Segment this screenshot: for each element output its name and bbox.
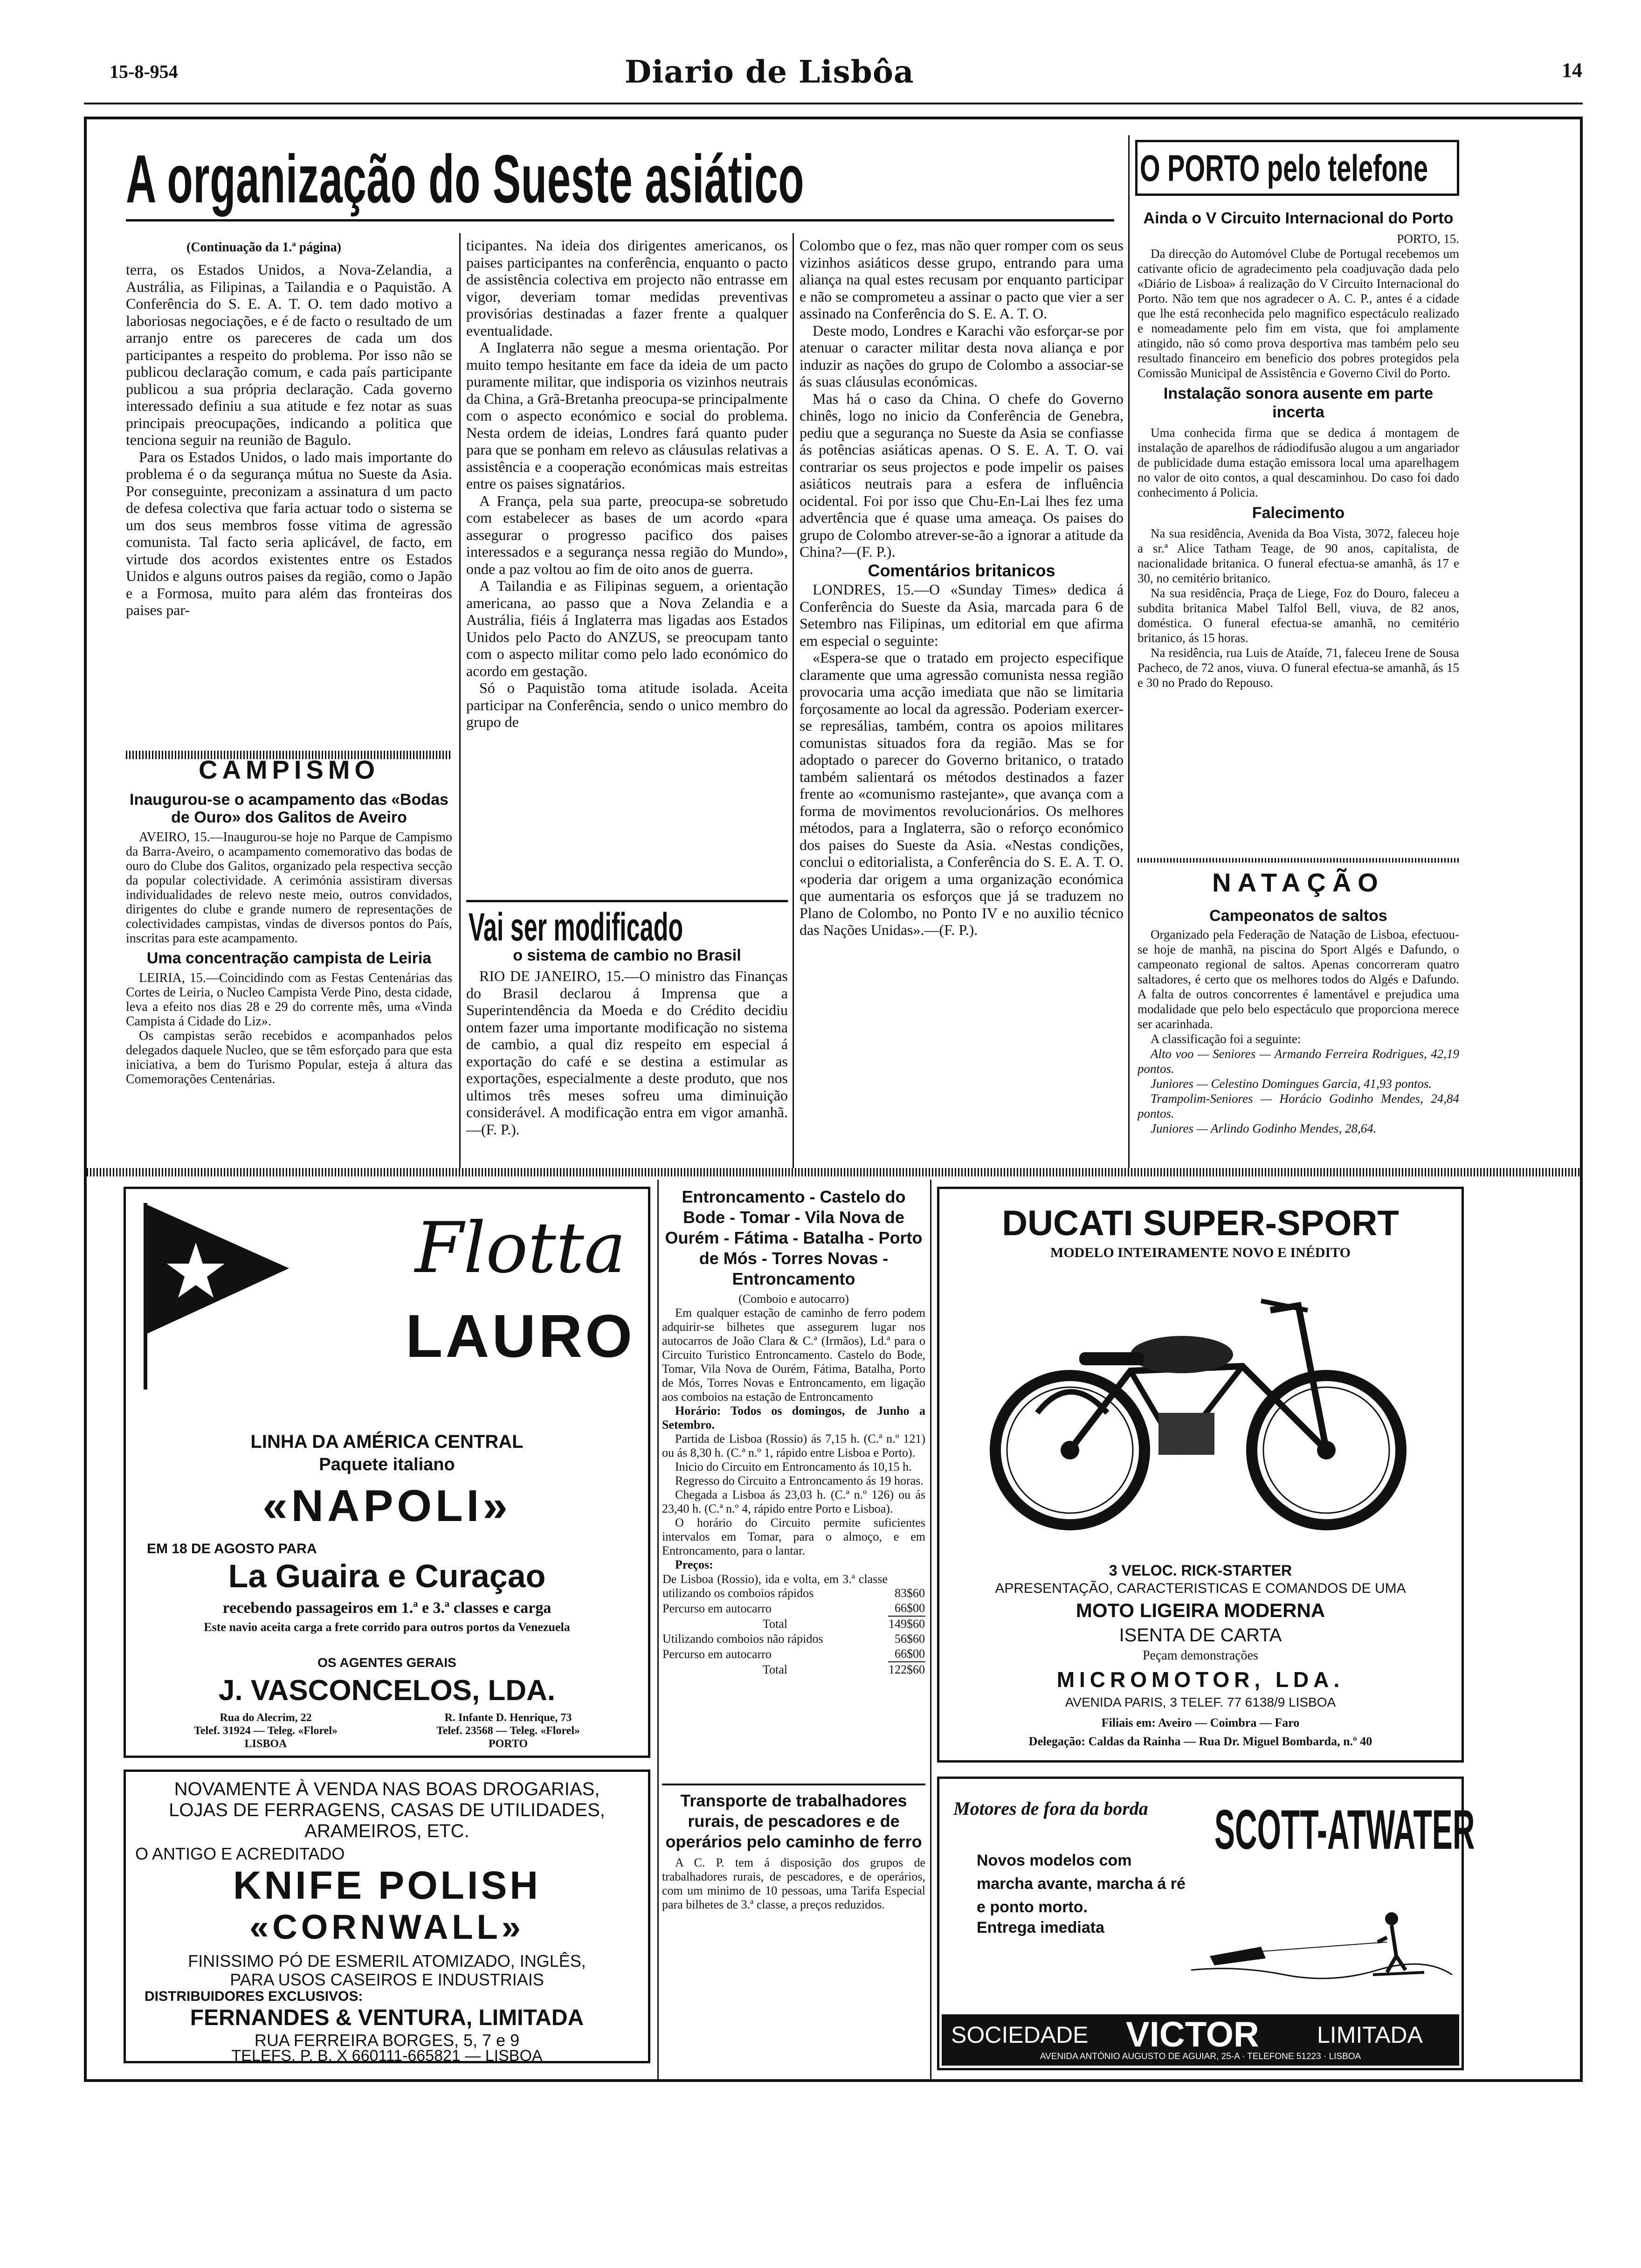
ad-line: DISTRIBUIDORES EXCLUSIVOS: [145,1989,363,2004]
ad-line: Filiais em: Aveiro — Coimbra — Faro [1101,1716,1300,1729]
ad-line: 3 VELOC. RICK-STARTER [1109,1562,1292,1579]
ad-scott-atwater [937,1777,1475,2070]
paragraph: Partida de Lisboa (Rossio) ás 7,15 h. (C.ª n.º 121) ou ás 8,30 h. (C.ª n.º 1, rápido entre Lisboa e Porto). [662,1432,925,1459]
victor-brand: VICTOR [1126,2015,1259,2054]
table-row [662,1662,925,1677]
paragraph: Colombo que o fez, mas não quer romper com os seus vizinhos asiáticos desse grupo, entrando para uma aliança na qual estes recusam por enquanto participar e não se comprometeu a assinar o pacto que vier a ser assinado na Conferência do S. E. A. T. O. [800,237,1124,322]
motorcycle-icon [981,1273,1420,1534]
natacao-body [1138,905,1459,1166]
destination: La Guaira e Curaçao [228,1558,546,1594]
flag-icon [140,1198,294,1394]
paragraph: A Tailandia e as Filipinas seguem, a orientação americana, ao passo que a Nova Zelandia e a Austrália, fiéis á Inglaterra mas ligadas aos Estados Unidos pelo Pacto do ANZUS, se preocupam tanto com o aspecto militar como pelo lado económico do acordo em gestação. [466,577,788,679]
circuito-sub: (Comboio e autocarro) [738,1292,849,1306]
addr-right: R. Infante D. Henrique, 73 Telef. 23568 — Teleg. «Florel» PORTO [436,1712,580,1750]
cambio-body [466,968,788,1163]
ad-line: recebendo passageiros em 1.ª e 3.ª classes e carga [222,1599,552,1617]
ad-line: MODELO INTEIRAMENTE NOVO E INÉDITO [1050,1245,1351,1260]
ad-line: Paquete italiano [319,1455,455,1474]
col3-subhead: Comentários britanicos [868,560,1055,580]
paragraph: Preços: [675,1558,713,1571]
paragraph: LEIRIA, 15.—Coincidindo com as Festas Centenárias das Cortes de Leiria, o Nucleo Campista Verde Pino, desta cidade, leva a efeito nos dias 28 e 29 do corrente mês, uma «Vinda Campista á Cidade do Liz». [126,971,452,1029]
paragraph: A classificação foi a seguinte: [1151,1032,1301,1046]
price-table [662,1572,925,1677]
trabalhadores-title: Transporte de trabalhadores rurais, de pescadores e de operários pelo caminho de ferro [665,1791,922,1851]
porto-subhead: Ainda o V Circuito Internacional do Porto [1143,209,1454,227]
ad-line: LOJAS DE FERRAGENS, CASAS DE UTILIDADES, [169,1800,605,1820]
ad-line: Este navio aceita carga a frete corrido para outros portos da Venezuela [204,1620,570,1634]
campismo-title: CAMPISMO [199,755,379,784]
ad-line: AVENIDA PARIS, 3 TELEF. 77 6138/9 LISBOA [1065,1695,1336,1709]
porto-title: O PORTO pelo telefone [1140,147,1428,189]
water-skier-icon [1191,1877,1452,1993]
continuation-note: (Continuação da 1.ª página) [186,240,342,255]
agent-name: J. VASCONCELOS, LDA. [218,1674,556,1707]
paragraph: Inicio do Circuito em Entroncamento ás 10,15 h. [675,1460,912,1473]
paragraph: A C. P. tem á disposição dos grupos de trabalhadores rurais, de pescadores, e de operários, com um minimo de 10 pessoas, uma Tarifa Especial para bilhetes de 3.ª classe, a preços reduzidos. [662,1856,925,1911]
paragraph: Uma conhecida firma que se dedica á montagem de instalação de aparelhos de rádiodifusão alugou a um angariador de publicidade duma estação emissora local uma aparelhagem no valor de oito contos, a qual descaminhou. Do caso foi dado conhecimento á Policia. [1138,426,1459,499]
ad-line: LINHA DA AMÉRICA CENTRAL [250,1431,524,1452]
ship-name: «NAPOLI» [262,1481,511,1531]
ad-ducati [937,1187,1464,1763]
cambio-title: Vai ser modificado [469,905,683,949]
victor-post: LIMITADA [1317,2022,1423,2048]
ad-line: RUA FERREIRA BORGES, 5, 7 e 9 [254,2031,520,2050]
circuito-rule [662,1784,925,1785]
ad-line: ARAMEIROS, ETC. [304,1821,469,1841]
lead-col-1 [126,261,452,748]
result-line: Juniores — Celestino Domingues Garcia, 41,93 pontos. [1151,1077,1432,1091]
paragraph: RIO DE JANEIRO, 15.—O ministro das Finanças do Brasil declarou á Imprensa que a Superintendência da Moeda e do Crédito decidiu ontem fazer uma importante modificação no sistema de cambio, a qual diz respeito em especial á exportação do café e se destina a estimular as exportações, especialmente a deste produto, que nos ultimos três meses sofreu uma diminuição considerável. A modificação entra em vigor amanhã.—(F. P.). [466,968,788,1138]
lead-col-3 [800,237,1124,1165]
section-rule [1138,858,1459,863]
price-value: 122$60 [889,1663,925,1676]
table-row [662,1601,925,1616]
ad-line: Peçam demonstrações [1142,1648,1259,1663]
cambio-rule [466,900,788,902]
lead-headline: A organização do Sueste asiático [126,141,805,217]
circuito-article [662,1187,925,1779]
price-value: 149$60 [889,1617,925,1631]
micromotor: MICROMOTOR, LDA. [1056,1667,1345,1692]
circuito-title: Entroncamento - Castelo do Bode - Tomar - Vila Nova de Ourém - Fátima - Batalha - Porto de Mós - Torres Novas - Entroncamento [665,1187,923,1288]
paragraph: Na sua residência, Praça de Liege, Foz do Douro, faleceu a subdita britanica Mabel Talfol Bell, viuva, de 82 anos, doméstica. O funeral efectua-se amanhã, no cemitério britanico, ás 15 horas. [1138,586,1459,645]
porto-body [1138,205,1459,867]
page-number: 14 [1562,59,1582,82]
paragraph: Deste modo, Londres e Karachi vão esforçar-se por atenuar o caracter militar desta nova aliança e por induzir as nações do grupo de Colombo a associar-se ás suas cláusulas económicas. [800,322,1124,390]
trabalhadores-article [662,1791,925,2080]
price-value: 66$00 [895,1601,925,1615]
flotta-script: Flotta [415,1208,626,1289]
knife-polish-brand: KNIFE POLISH [233,1863,541,1907]
ad-line: MOTO LIGEIRA MODERNA [1076,1599,1325,1621]
col-divider [1128,135,1130,1168]
result-line: Juniores — Arlindo Godinho Mendes, 28,64. [1151,1121,1377,1135]
price-label: Percurso em autocarro [662,1647,772,1661]
paragraph: Só o Paquistão toma atitude isolada. Aceita participar na Conferência, sendo o unico membro do grupo de [466,679,788,730]
paragraph: Os campistas serão recebidos e acompanhados pelos delegados daquele Nucleo, que se têm esforçado para que esta iniciativa, a bem do Turismo Popular, esteja á altura das Comemorações Centenárias. [126,1029,452,1086]
paragraph: LONDRES, 15.—O «Sunday Times» dedica á Conferência do Sueste da Asia, marcada para 6 de Setembro nas Filipinas, um editorial em que afirma em especial o seguinte: [800,581,1124,649]
natacao-subhead: Campeonatos de saltos [1209,907,1387,925]
paragraph: Em qualquer estação de caminho de ferro podem adquirir-se bilhetes que assegurem lugar nos autocarros de João Clara & C.ª (Irmãos), Ld.ª para o Circuito Turistico Entroncamento. Castelo do Bode, Tomar, Vila Nova de Ourém, Fátima, Batalha, Porto de Mós, Torres Novas e Entroncamento, em ligação aos comboios na estação de Entroncamento [662,1306,925,1404]
col-divider [930,1180,931,2082]
cornwall-brand: «CORNWALL» [249,1908,524,1946]
ad-line: Motores de fora da borda [953,1798,1148,1819]
masthead: Diario de Lisbôa [625,54,914,90]
paragraph: Para os Estados Unidos, o lado mais importante do problema é o da segurança mútua no Sueste da Asia. Por conseguinte, preconizam a assinatura d um pacto de defesa colectiva que faria actuar todo o sistema se um dos seus membros fosse vitima de agressão comunista. Tal facto seria aplicável, de facto, em virtude dos acordos existentes entre os Estados Unidos e alguns outros paises da região, como o Japão e a Formosa, muito para além das fronteiras dos paises par- [126,448,452,618]
victor-pre: SOCIEDADE [951,2022,1089,2048]
paragraph: terra, os Estados Unidos, a Nova-Zelandia, a Austrália, as Filipinas, a Tailandia e o Paquistão. A Conferência do S. E. A. T. O. tem dado motivo a laboriosas negociações, e é de facto o resultado de um arranjo entre os pareceres de cada um dos participantes a respeito do problema. Por isso não se publicou declaração comum, e cada país participante publicou a sua própria declaração. Cada governo interessado definiu a sua atitude e fez notar as suas principais preocupações, indicando a politica que tenciona seguir na reunião de Bagulo. [126,261,452,448]
price-value: 66$00 [895,1647,925,1660]
campismo-subhead: Inaugurou-se o acampamento das «Bodas de Ouro» dos Galitos de Aveiro [130,791,448,826]
ad-line: Delegação: Caldas da Rainha — Rua Dr. Miguel Bombarda, n.º 40 [1028,1735,1372,1748]
cambio-subhead: o sistema de cambio no Brasil [513,947,741,964]
ad-line: EM 18 DE AGOSTO PARA [147,1541,317,1556]
paragraph: Na sua residência, Avenida da Boa Vista, 3072, faleceu hoje a sr.ª Alice Tatham Teage, de 90 anos, capitalista, de nacionalidade britanica. O funeral efectua-se amanhã, ás 17 e 30, no cemitério britanico. [1138,526,1459,585]
paragraph: ticipantes. Na ideia dos dirigentes americanos, os paises participantes na conferência, enquanto o pacto de assistência colectiva em projecto não entrasse em vigor, deveriam tomar medidas preventivas provisórias destinadas a fazer frente a qualquer eventualidade. [466,237,788,339]
price-label: Utilizando comboios não rápidos [662,1632,823,1646]
table-row [662,1616,925,1632]
ad-knife-polish [124,1770,650,2063]
header-rule [84,103,1583,104]
lead-col-2 [466,237,788,899]
ad-line: PARA USOS CASEIROS E INDUSTRIAIS [230,1970,544,1989]
ads-separator [87,1168,1580,1176]
price-label: Total [762,1662,788,1676]
ad-line: APRESENTAÇÃO, CARACTERISTICAS E COMANDOS DE UMA [995,1581,1406,1596]
result-line: Trampolim-Seniores — Horácio Godinho Mendes, 24,84 pontos. [1138,1092,1459,1120]
issue-date: 15-8-954 [110,61,178,82]
porto-dateline: PORTO, 15. [1397,232,1459,246]
victor-addr: AVENIDA ANTÓNIO AUGUSTO DE AGUIAR, 25-A · TELEFONE 51223 · LISBOA [1040,2052,1361,2061]
result-line: Alto voo — Seniores — Armando Ferreira Rodrigues, 42,19 pontos. [1138,1047,1459,1076]
ducati-brand: DUCATI SUPER-SPORT [1002,1203,1399,1243]
table-row [662,1632,925,1646]
distributor: FERNANDES & VENTURA, LIMITADA [190,2005,584,2030]
paragraph: Na residência, rua Luis de Ataíde, 71, faleceu Irene de Sousa Pacheco, de 72 anos, viuva. O funeral efectua-se amanhã, ás 15 e 30 no Prado do Repouso. [1138,646,1459,690]
paragraph: O horário do Circuito permite suficientes intervalos em Tomar, para o almoço, e em Entroncamento, para o lantar. [662,1516,925,1557]
price-label: Percurso em autocarro [662,1601,772,1615]
natacao-title: NATAÇÃO [1212,868,1385,897]
campismo-subhead: Uma concentração campista de Leiria [146,949,432,967]
porto-subhead: Instalação sonora ausente em parte incerta [1163,385,1434,421]
addr-left: Rua do Alecrim, 22 Telef. 31924 — Teleg. «Florel» LISBOA [194,1712,338,1750]
table-row [662,1646,925,1662]
paragraph: Horário: Todos os domingos, de Junho a Setembro. [662,1404,925,1431]
col-divider [657,1180,659,2082]
paragraph: «Espera-se que o tratado em projecto especifique claramente que uma agressão comunista nessa região provocaria uma acção imediata que não se limitaria forçosamente ao local da agressão. Poderiam exercer-se represálias, também, contra os apoios militares comunistas situados fora da região. Mas se for adoptado o parecer do Governo britanico, o tratado também salientará os métodos destinados a fazer frente ao «comunismo rastejante», que avança com a forma de movimentos revolucionários. Os melhores métodos, para a Inglaterra, são o reforço económico dos paises do Sueste da Asia. «Nestas condições, conclui o editorialista, a Conferência do S. E. A. T. O. «poderia dar origem a uma organização económica que aumentaria os esforços que já se traduzem no Plano de Colombo, no Ponto IV e no auxilio técnico das Nações Unidas».—(F. P.). [800,649,1124,938]
paragraph: Regresso do Circuito a Entroncamento ás 19 horas. [675,1474,924,1487]
ad-line: TELEFS. P. B. X 660111-665821 — LISBOA [231,2047,543,2065]
col-divider [793,233,794,1168]
price-label: De Lisboa (Rossio), ida e volta, em 3.ª classe utilizando os comboios rápidos [662,1572,888,1600]
ad-line: FINISSIMO PÓ DE ESMERIL ATOMIZADO, INGLÊS, [188,1951,586,1971]
paragraph: Da direcção do Automóvel Clube de Portugal recebemos um cativante oficio de agradecimento pela coadjuvação dada pelo «Diário de Lisboa» á realização do V Circuito Internacional do Porto. Não tem que nos agradecer o A. C. P., antes é a cidade que lhe está reconhecida pelo magnifico espectáculo realizado e nomeadamente pelo fim em vista, que foi amplamente atingido, não só como prova desportiva mas também pelo seu resultado financeiro em beneficio dos pobres protegidos pela Comissão Municipal de Assistência e Governo Civil do Porto. [1138,247,1459,380]
ad-line: NOVAMENTE À VENDA NAS BOAS DROGARIAS, [174,1779,600,1799]
paragraph: A Inglaterra não segue a mesma orientação. Por muito tempo hesitante em face da ideia de um pacto puramente militar, que indisporia os vizinhos neutrais da China, a Grã-Bretanha preocupa-se principalmente com o aspecto económico e social do problema. Nesta ordem de ideias, Londres fará quanto puder para que se ponham em relevo as cláusulas relativas a assistência e a cooperação económicas mais estreitas entre os paises signatários. [466,339,788,492]
ad-line: O ANTIGO E ACREDITADO [135,1844,345,1863]
ad-line: Entrega imediata [977,1919,1104,1936]
scott-brand: SCOTT-ATWATER [1214,1798,1475,1861]
ad-line: ISENTA DE CARTA [1119,1625,1282,1646]
paragraph: Organizado pela Federação de Natação de Lisboa, efectuou-se hoje de manhã, na piscina do Sport Algés e Dafundo, o campeonato regional de saltos. Apenas concorreram quatro saltadores, é certo que os melhores todos do Algés e Dafundo. A falta de outros concorrentes é lamentável e prejudica uma modalidade que pelo belo espectáculo que proporciona merece ser acarinhada. [1138,927,1459,1031]
paragraph: A França, pela sua parte, preocupa-se sobretudo com estabelecer as bases de um acordo «para assegurar o progresso pacifico dos paises interessados e a segurança nessa região do Mundo», onde a paz voltou ao fim de oito anos de guerra. [466,492,788,577]
lauro-brand: LAURO [406,1302,635,1370]
price-value: 83$60 [895,1586,925,1600]
porto-subhead: Falecimento [1252,504,1345,522]
price-label: Total [762,1617,788,1631]
price-value: 56$60 [895,1632,925,1646]
ad-flotta-lauro [124,1187,650,1758]
col-divider [459,233,461,1168]
ad-line: Novos modelos com marcha avante, marcha á ré e ponto morto. [977,1852,1186,1916]
paragraph: AVEIRO, 15.—Inaugurou-se hoje no Parque de Campismo da Barra-Aveiro, o acampamento comemorativo das bodas de ouro do Clube dos Galitos, organizado pela respectiva secção da popular colectividade. A cerimónia assistiram diversas individualidades de relevo neste meio, outros convidados, dirigentes do clube e grande numero de representações de colectividades campistas, vindas de diversos pontos do País, inscritas para este acampamento. [126,830,452,946]
headline-rule [126,219,1114,221]
ad-line: OS AGENTES GERAIS [317,1655,456,1670]
paragraph: Chegada a Lisboa ás 23,03 h. (C.ª n.º 126) ou ás 23,40 h. (C.ª n.º 4, rápido entre Porto e Lisboa). [662,1488,925,1515]
paragraph: Mas há o caso da China. O chefe do Governo chinês, logo no inicio da Conferência de Genebra, pediu que a segurança no Sueste da Asia se confiasse ás potências asiáticas apenas. O S. E. A. T. O. vai contrariar os seus projectos e pode impelir os paises asiáticos neutrais para a esfera de influência ocidental. Foi por isso que Chu-En-Lai lhes fez uma advertência que é quase uma ameaça. Os paises do grupo de Colombo atrever-se-ão a ignorar a atitude da China?—(F. P.). [800,390,1124,560]
table-row [662,1572,925,1601]
